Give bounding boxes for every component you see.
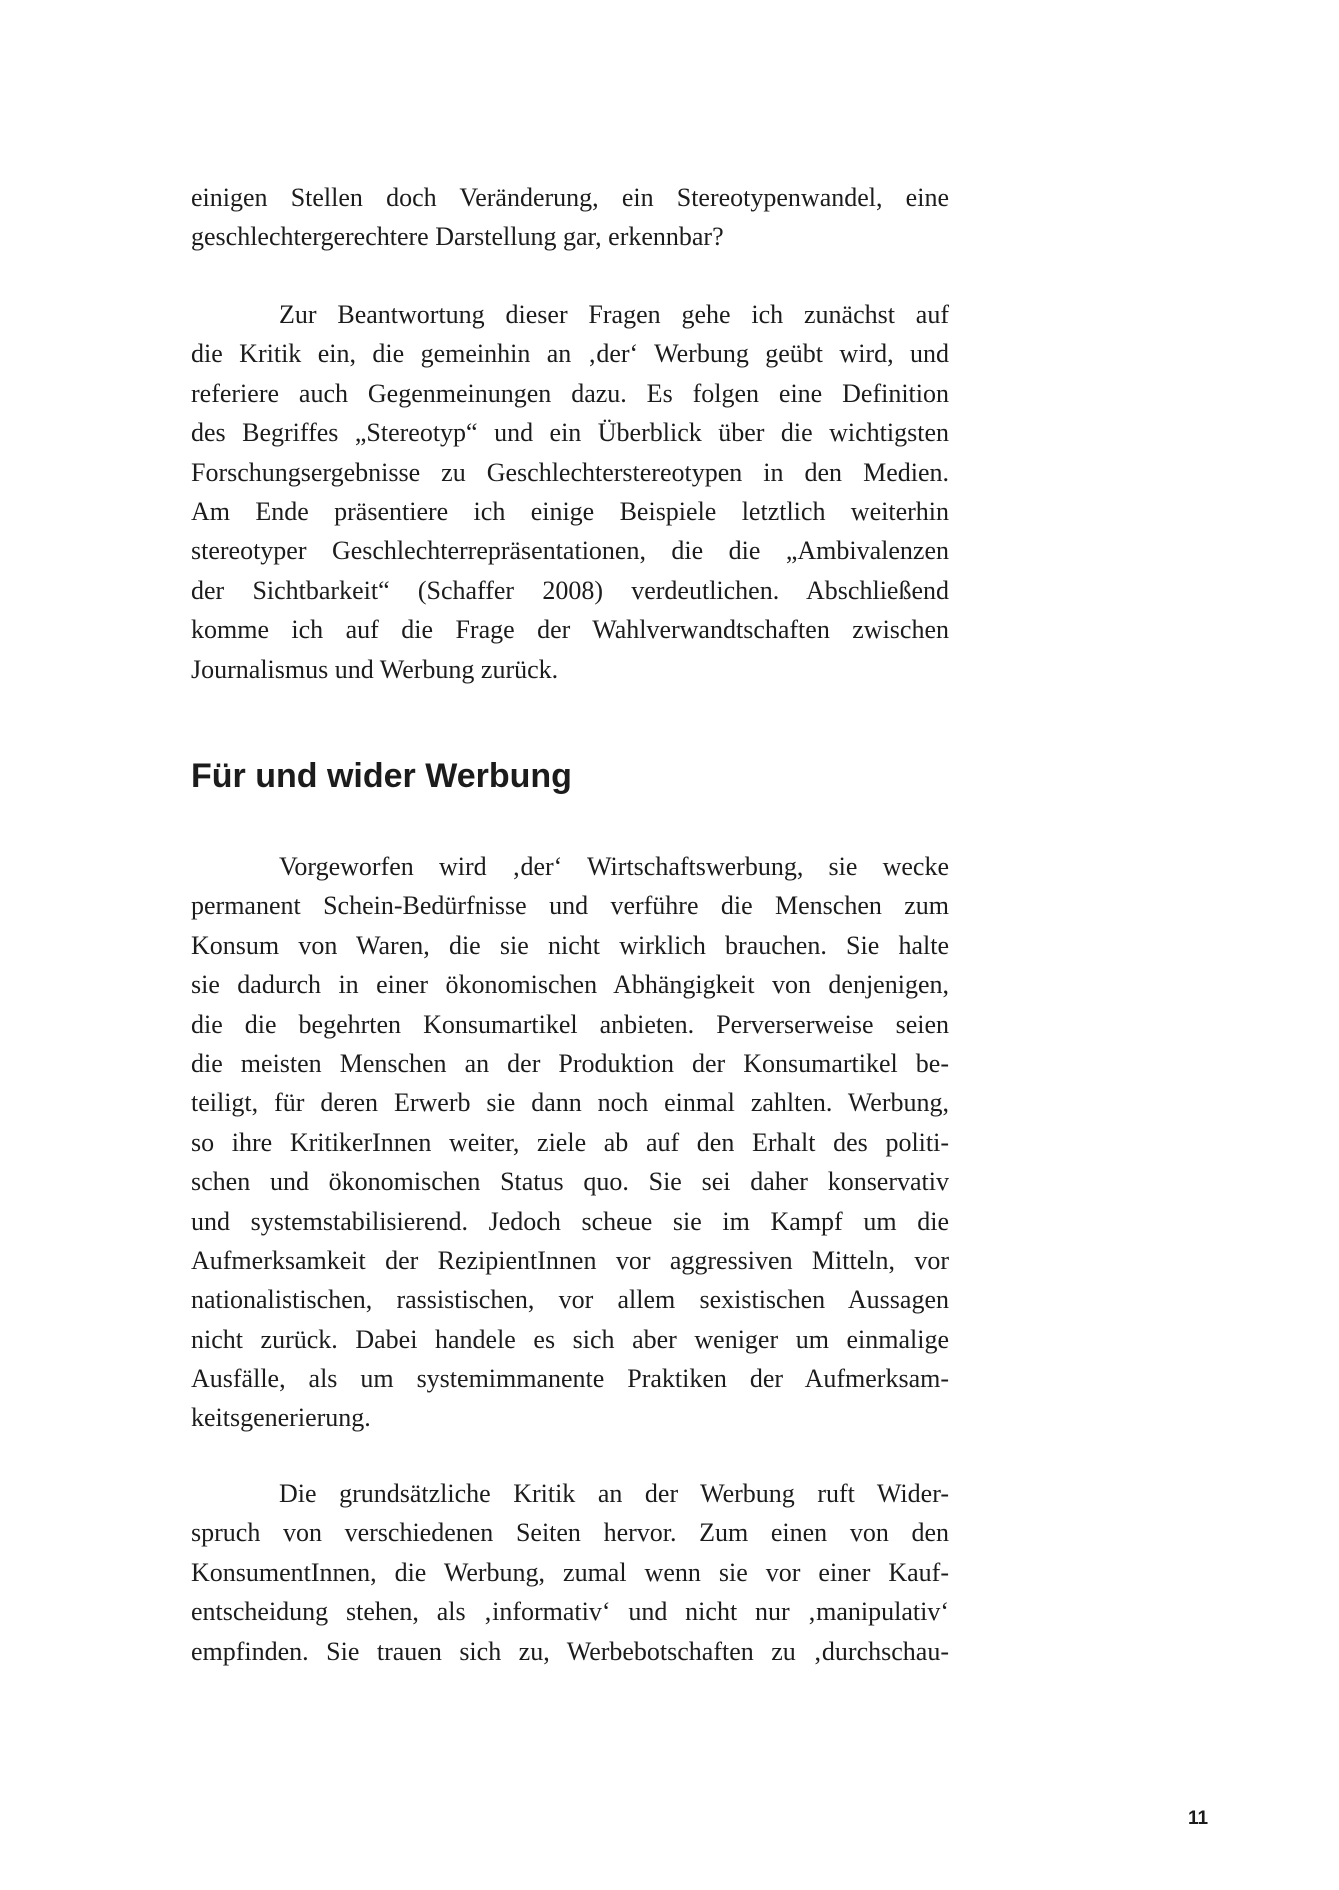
- text-line: des Begriffes „Stereotyp“ und ein Überblick über die wichtigsten: [191, 418, 949, 448]
- text-line: Aufmerksamkeit der RezipientInnen vor aggressiven Mitteln, vor: [191, 1245, 949, 1275]
- section-heading: Für und wider Werbung: [191, 757, 572, 795]
- text-line: Journalismus und Werbung zurück.: [191, 654, 559, 684]
- text-line: nationalistischen, rassistischen, vor allem sexistischen Aussagen: [191, 1285, 949, 1315]
- text-line: spruch von verschiedenen Seiten hervor. Zum einen von den: [191, 1518, 949, 1548]
- text-line: der Sichtbarkeit“ (Schaffer 2008) verdeutlichen. Abschließend: [191, 575, 949, 605]
- text-line: schen und ökonomischen Status quo. Sie sei daher konservativ: [191, 1167, 949, 1197]
- paragraph-counter: [191, 1474, 949, 1671]
- text-line: die meisten Menschen an der Produktion der Konsumartikel be-: [191, 1048, 949, 1078]
- text-line: sie dadurch in einer ökonomischen Abhängigkeit von denjenigen,: [191, 970, 949, 1000]
- text-line: und systemstabilisierend. Jedoch scheue sie im Kampf um die: [191, 1206, 949, 1236]
- text-line: empfinden. Sie trauen sich zu, Werbebotschaften zu ‚durchschau-: [191, 1636, 949, 1666]
- text-line: permanent Schein-Bedürfnisse und verführe die Menschen zum: [191, 891, 949, 921]
- text-line: stereotyper Geschlechterrepräsentationen, die die „Ambivalenzen: [191, 536, 949, 566]
- text-line: keitsgenerierung.: [191, 1403, 371, 1433]
- text-line: Am Ende präsentiere ich einige Beispiele letztlich weiterhin: [191, 496, 949, 526]
- text-line: referiere auch Gegenmeinungen dazu. Es folgen eine Definition: [191, 378, 949, 408]
- page-number: 11: [1188, 1808, 1209, 1829]
- paragraph-overview: [191, 295, 949, 689]
- text-line: KonsumentInnen, die Werbung, zumal wenn sie vor einer Kauf-: [191, 1557, 949, 1587]
- paragraph-criticism: [191, 847, 949, 1438]
- text-line: die die begehrten Konsumartikel anbieten. Perverserweise seien: [191, 1009, 949, 1039]
- text-line: die Kritik ein, die gemeinhin an ‚der‘ Werbung geübt wird, und: [191, 339, 949, 369]
- text-line: Die grundsätzliche Kritik an der Werbung ruft Wider-: [279, 1479, 949, 1508]
- text-line: teiligt, für deren Erwerb sie dann noch einmal zahlten. Werbung,: [191, 1088, 949, 1118]
- text-line: so ihre KritikerInnen weiter, ziele ab auf den Erhalt des politi-: [191, 1127, 949, 1157]
- text-line: komme ich auf die Frage der Wahlverwandtschaften zwischen: [191, 615, 949, 645]
- text-line: entscheidung stehen, als ‚informativ‘ und nicht nur ‚manipulativ‘: [191, 1597, 949, 1627]
- text-line: Vorgeworfen wird ‚der‘ Wirtschaftswerbung, sie wecke: [279, 852, 949, 881]
- text-line: Konsum von Waren, die sie nicht wirklich brauchen. Sie halte: [191, 930, 949, 960]
- text-line: Zur Beantwortung dieser Fragen gehe ich zunächst auf: [279, 300, 949, 329]
- text-line: geschlechtergerechtere Darstellung gar, erkennbar?: [191, 222, 724, 252]
- text-line: Ausfälle, als um systemimmanente Praktiken der Aufmerksam-: [191, 1364, 949, 1394]
- text-line: nicht zurück. Dabei handele es sich aber weniger um einmalige: [191, 1324, 949, 1354]
- text-line: einigen Stellen doch Veränderung, ein Stereotypenwandel, eine: [191, 183, 949, 212]
- text-line: Forschungsergebnisse zu Geschlechterstereotypen in den Medien.: [191, 457, 949, 487]
- paragraph-intro-end: [191, 178, 949, 257]
